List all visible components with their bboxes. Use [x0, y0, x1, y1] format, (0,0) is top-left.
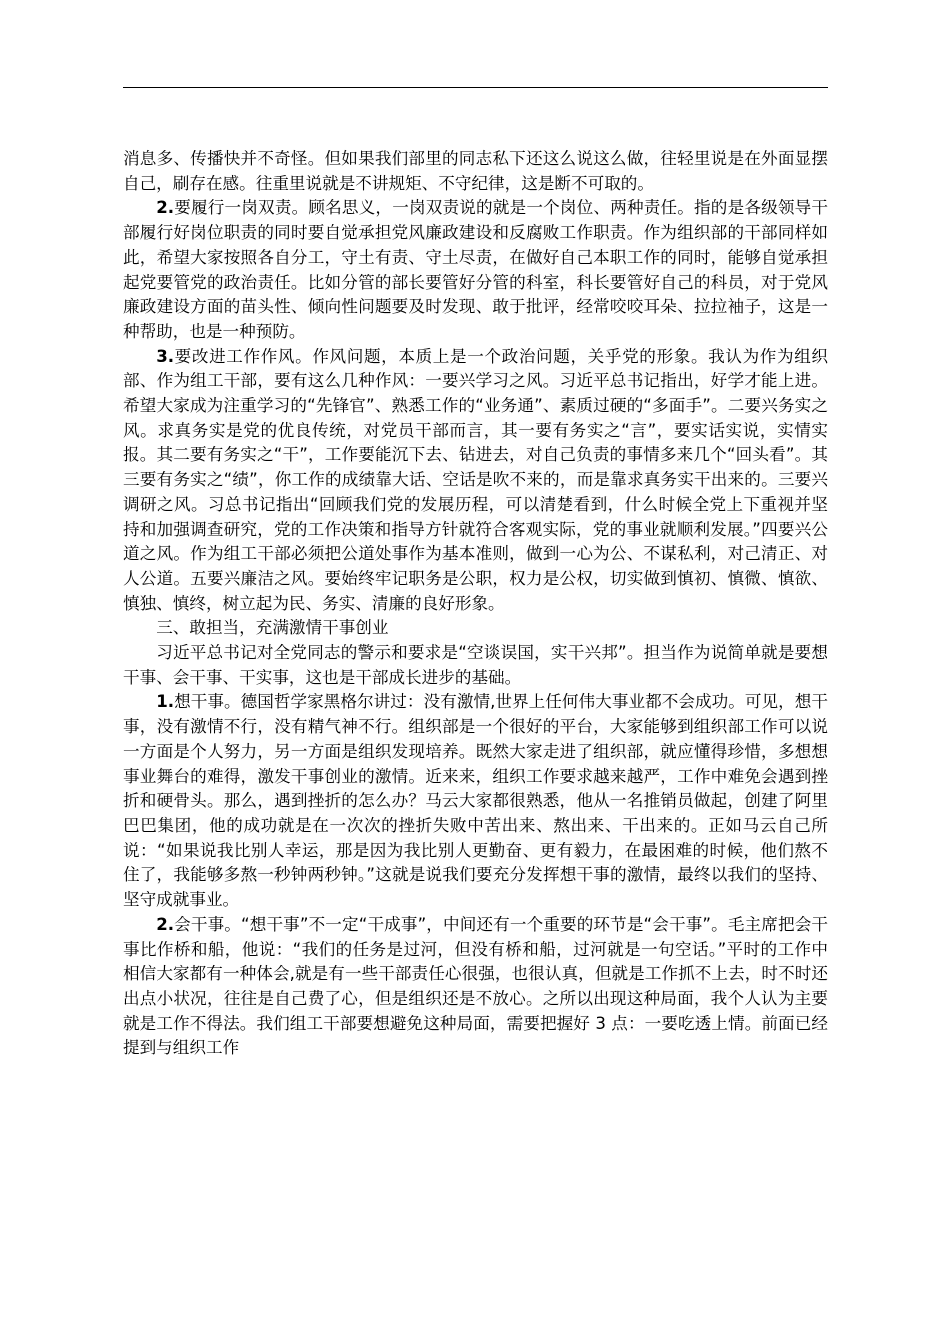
paragraph-text: 要履行一岗双责。顾名思义，一岗双责说的就是一个岗位、两种责任。指的是各级领导干部履行好岗位职责的同时要自觉承担党风廉政建设和反腐败工作职责。作为组织部的干部同样如此，希望大家按照各自分工，守土有责、守土尽责，在做好自己本职工作的同时，能够自觉承担起党要管党的政治责任。比如分管的部长要管好分管的科室，科长要管好自己的科员，对于党风廉政建设方面的苗头性、倾向性问题要及时发现、敢于批评，经常咬咬耳朵、拉拉袖子，这是一种帮助，也是一种预防。: [123, 198, 828, 341]
paragraph: [123, 913, 828, 1061]
paragraph: [123, 147, 828, 196]
section-heading: [123, 616, 828, 641]
item-number: 1.: [156, 692, 175, 712]
item-number: 3.: [156, 346, 175, 366]
item-number: 2.: [156, 198, 175, 218]
body-text: [123, 147, 828, 1061]
paragraph-text: 要改进工作作风。作风问题，本质上是一个政治问题，关乎党的形象。我认为作为组织部、作为组工干部，要有这么几种作风：一要兴学习之风。习近平总书记指出，好学才能上进。希望大家成为注重学习的“先锋官”、熟悉工作的“业务通”、素质过硬的“多面手”。二要兴务实之风。求真务实是党的优良传统，对党员干部而言，其一要有务实之“言”，要实话实说，实情实报。其二要有务实之“干”，工作要能沉下去、钻进去，对自己负责的事情多来几个“回头看”。其三要有务实之“绩”，你工作的成绩靠大话、空话是吹不来的，而是靠求真务实干出来的。三要兴调研之风。习总书记指出“回顾我们党的发展历程，可以清楚看到，什么时候全党上下重视并坚持和加强调查研究，党的工作决策和指导方针就符合客观实际，党的事业就顺利发展。”四要兴公道之风。作为组工干部必须把公道处事作为基本准则，做到一心为公、不谋私利，对己清正、对人公道。五要兴廉洁之风。要始终牢记职务是公职，权力是公权，切实做到慎初、慎微、慎欲、慎独、慎终，树立起为民、务实、清廉的良好形象。: [123, 346, 828, 613]
section-heading-text: 三、敢担当，充满激情干事创业: [156, 618, 389, 638]
paragraph-text: 习近平总书记对全党同志的警示和要求是“空谈误国，实干兴邦”。担当作为说简单就是要想干事、会干事、干实事，这也是干部成长进步的基础。: [123, 643, 828, 687]
paragraph: [123, 345, 828, 617]
header-rule: [123, 87, 828, 88]
paragraph: [123, 690, 828, 912]
paragraph-text: 消息多、传播快并不奇怪。但如果我们部里的同志私下还这么说这么做，往轻里说是在外面显摆自己，刷存在感。往重里说就是不讲规矩、不守纪律，这是断不可取的。: [123, 149, 828, 193]
paragraph: [123, 641, 828, 690]
paragraph-text: 会干事。“想干事”不一定“干成事”，中间还有一个重要的环节是“会干事”。毛主席把会干事比作桥和船，他说：“我们的任务是过河，但没有桥和船，过河就是一句空话。”平时的工作中相信大家都有一种体会,就是有一些干部责任心很强，也很认真，但就是工作抓不上去，时不时还出点小状况，往往是自己费了心，但是组织还是不放心。之所以出现这种局面，我个人认为主要就是工作不得法。我们组工干部要想避免这种局面，需要把握好 3 点：一要吃透上情。前面已经提到与组织工作: [123, 914, 828, 1058]
paragraph-text: 想干事。德国哲学家黑格尔讲过：没有激情,世界上任何伟大事业都不会成功。可见，想干事，没有激情不行，没有精气神不行。组织部是一个很好的平台，大家能够到组织部工作可以说一方面是个人努力，另一方面是组织发现培养。既然大家走进了组织部，就应懂得珍惜，多想想事业舞台的难得，激发干事创业的激情。近来来，组织工作要求越来越严，工作中难免会遇到挫折和硬骨头。那么，遇到挫折的怎么办？马云大家都很熟悉，他从一名推销员做起，创建了阿里巴巴集团，他的成功就是在一次次的挫折失败中苦出来、熬出来、干出来的。正如马云自己所说：“如果说我比别人幸运，那是因为我比别人更勤奋、更有毅力，在最困难的时候，他们熬不住了，我能够多熬一秒钟两秒钟。”这就是说我们要充分发挥想干事的激情，最终以我们的坚持、坚守成就事业。: [123, 692, 828, 910]
item-number: 2.: [156, 914, 175, 934]
paragraph: [123, 196, 828, 344]
